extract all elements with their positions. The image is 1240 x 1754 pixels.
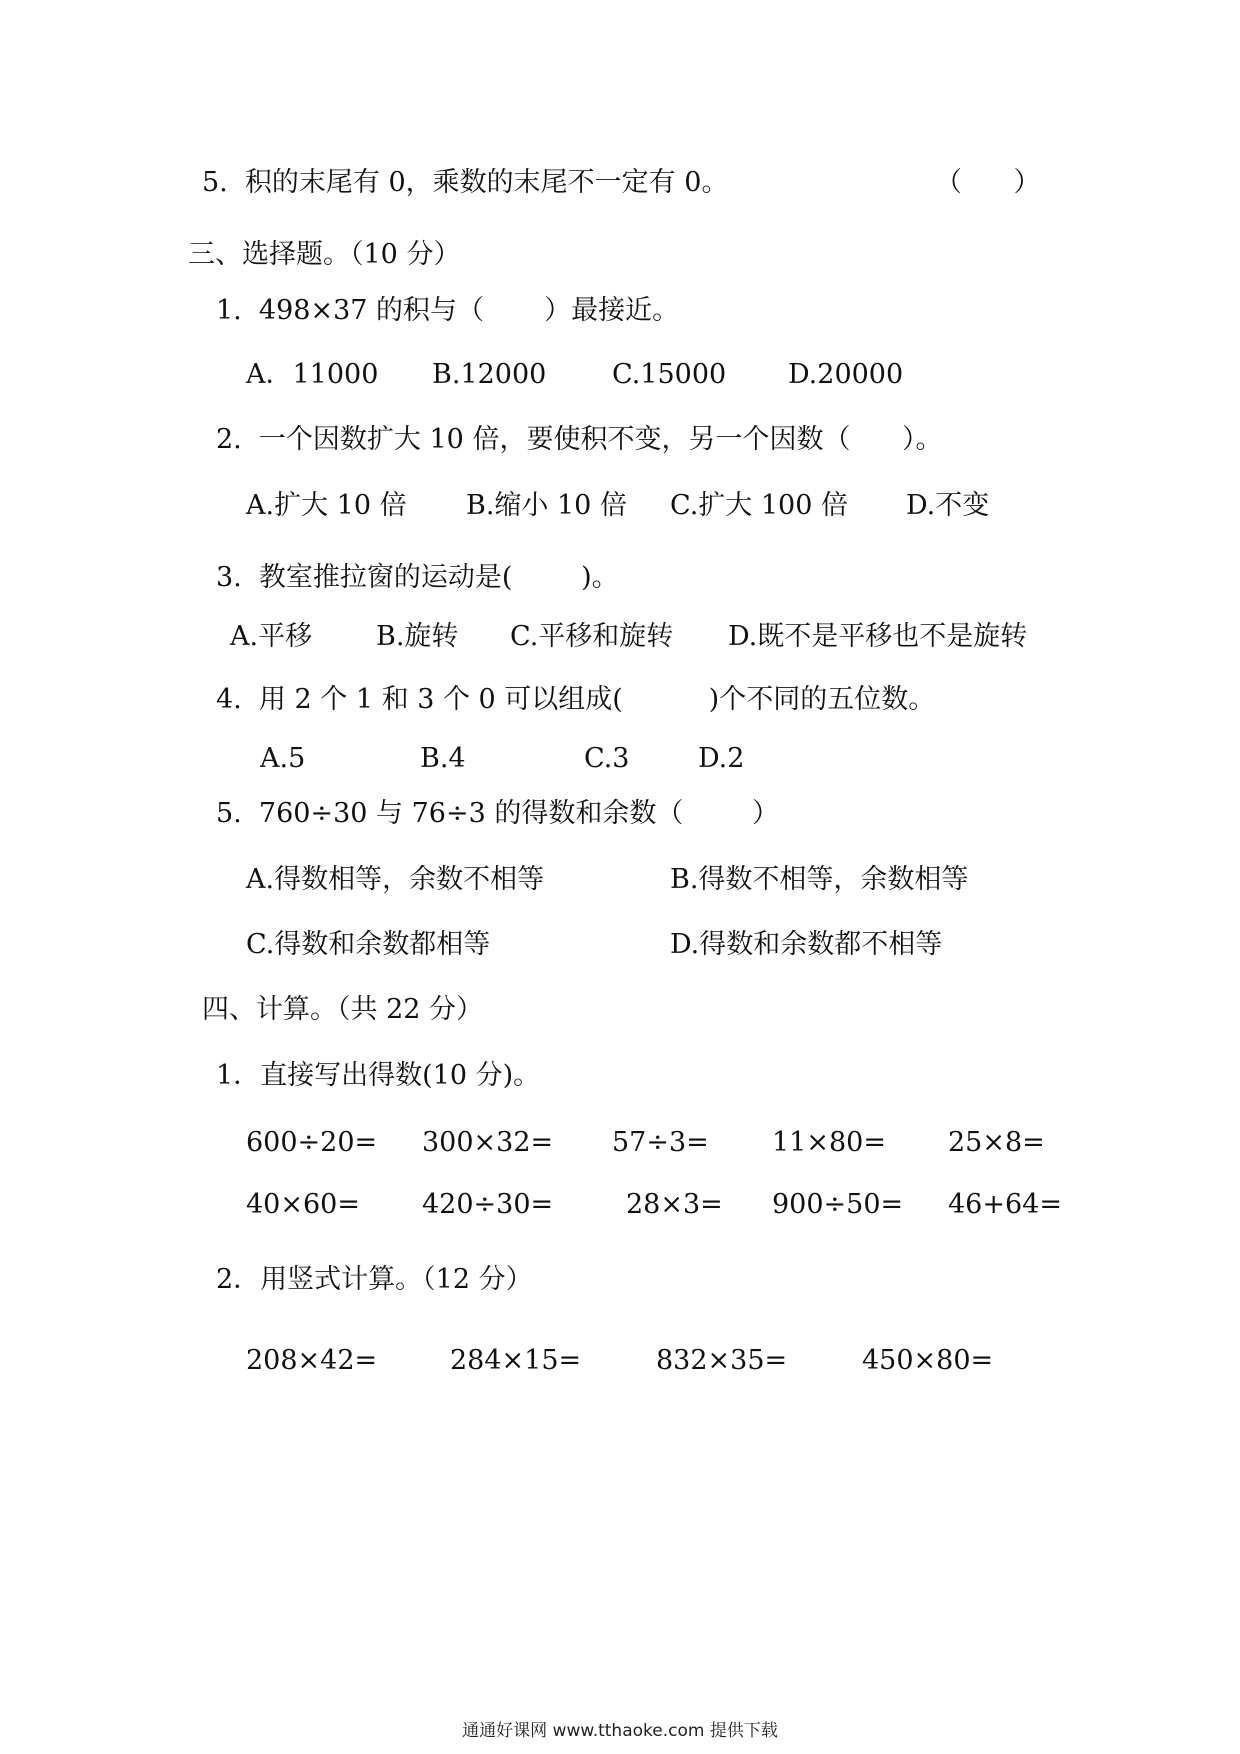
option-c[interactable]: C.扩大 100 倍 bbox=[670, 490, 848, 521]
option-d[interactable]: D.2 bbox=[698, 743, 745, 774]
vertical-calc-item: 284×15= bbox=[450, 1345, 582, 1376]
choice-question-2: 2. 一个因数扩大 10 倍，要使积不变，另一个因数（ ）。 bbox=[216, 424, 943, 455]
option-a[interactable]: A.扩大 10 倍 bbox=[246, 490, 407, 521]
oral-calc-item: 900÷50= bbox=[772, 1189, 904, 1220]
choice-question-5: 5. 760÷30 与 76÷3 的得数和余数（ ） bbox=[216, 798, 780, 829]
oral-calc-item: 28×3= bbox=[626, 1189, 723, 1220]
footer-source: 通通好课网 www.tthaoke.com 提供下载 bbox=[462, 1721, 778, 1741]
option-c[interactable]: C.平移和旋转 bbox=[510, 621, 674, 652]
section-title-choice: 三、选择题。（10 分） bbox=[188, 239, 461, 270]
answer-blank[interactable]: （ ） bbox=[935, 167, 1041, 198]
option-a[interactable]: A.得数相等，余数不相等 bbox=[246, 864, 545, 895]
option-d[interactable]: D.20000 bbox=[788, 359, 904, 390]
option-a[interactable]: A．11000 bbox=[246, 359, 379, 390]
vertical-calc-item: 208×42= bbox=[246, 1345, 378, 1376]
oral-calc-item: 25×8= bbox=[948, 1127, 1045, 1158]
oral-calc-item: 40×60= bbox=[246, 1189, 360, 1220]
option-c[interactable]: C.得数和余数都相等 bbox=[246, 929, 491, 960]
option-a[interactable]: A.5 bbox=[260, 743, 306, 774]
subsection-title-oral: 1．直接写出得数(10 分)。 bbox=[216, 1060, 541, 1091]
option-b[interactable]: B.缩小 10 倍 bbox=[466, 490, 627, 521]
vertical-calc-item: 832×35= bbox=[656, 1345, 788, 1376]
option-c[interactable]: C.15000 bbox=[612, 359, 727, 390]
oral-calc-item: 11×80= bbox=[772, 1127, 886, 1158]
judge-question-5: 5. 积的末尾有 0，乘数的末尾不一定有 0。 bbox=[202, 167, 729, 198]
oral-calc-item: 57÷3= bbox=[612, 1127, 709, 1158]
section-title-calculation: 四、计算。（共 22 分） bbox=[202, 994, 484, 1025]
oral-calc-item: 46+64= bbox=[948, 1189, 1062, 1220]
subsection-title-vertical: 2．用竖式计算。（12 分） bbox=[216, 1264, 533, 1295]
option-b[interactable]: B.得数不相等，余数相等 bbox=[670, 864, 969, 895]
option-a[interactable]: A.平移 bbox=[230, 621, 313, 652]
option-c[interactable]: C.3 bbox=[584, 743, 630, 774]
option-b[interactable]: B.4 bbox=[420, 743, 466, 774]
option-d[interactable]: D.不变 bbox=[906, 490, 990, 521]
choice-question-1: 1. 498×37 的积与（ ）最接近。 bbox=[216, 295, 680, 326]
oral-calc-item: 420÷30= bbox=[422, 1189, 554, 1220]
choice-question-3: 3. 教室推拉窗的运动是( )。 bbox=[216, 562, 619, 593]
option-d[interactable]: D.既不是平移也不是旋转 bbox=[728, 621, 1028, 652]
choice-question-4: 4. 用 2 个 1 和 3 个 0 可以组成( )个不同的五位数。 bbox=[216, 684, 936, 715]
option-b[interactable]: B.旋转 bbox=[376, 621, 459, 652]
vertical-calc-item: 450×80= bbox=[862, 1345, 994, 1376]
oral-calc-item: 600÷20= bbox=[246, 1127, 378, 1158]
oral-calc-item: 300×32= bbox=[422, 1127, 554, 1158]
option-d[interactable]: D.得数和余数都不相等 bbox=[670, 929, 943, 960]
option-b[interactable]: B.12000 bbox=[432, 359, 547, 390]
